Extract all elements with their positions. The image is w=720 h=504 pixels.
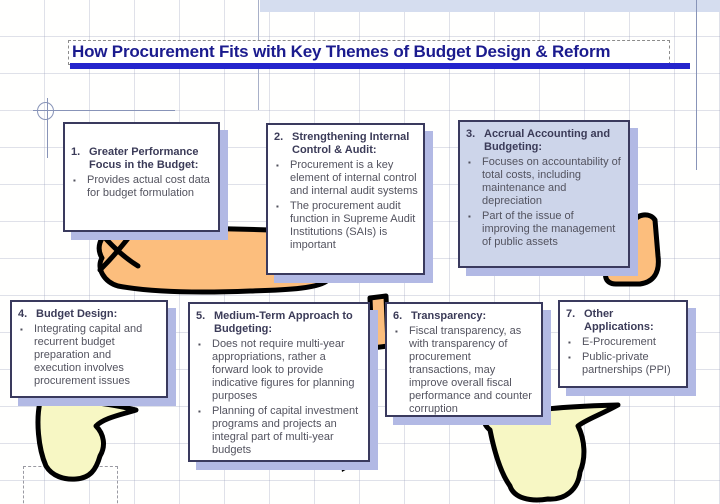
- bullet-icon: ▪: [568, 338, 571, 347]
- theme-box-6[interactable]: [385, 302, 543, 417]
- slide-title-text: How Procurement Fits with Key Themes of Budget Design & Reform: [72, 42, 611, 61]
- box-3-number: 3.: [466, 128, 476, 140]
- box-1-bullet-1: [71, 174, 213, 200]
- bullet-icon: ▪: [468, 212, 471, 221]
- bullet-icon: ▪: [198, 407, 201, 416]
- theme-box-5[interactable]: [188, 302, 370, 462]
- theme-box-1[interactable]: [63, 122, 220, 232]
- bullet-icon: ▪: [568, 353, 571, 362]
- theme-box-4[interactable]: [10, 300, 168, 398]
- theme-box-2[interactable]: [266, 123, 425, 275]
- box-1-heading-text: Greater Performance Focus in the Budget:: [89, 146, 199, 171]
- box-5-number: 5.: [196, 310, 206, 322]
- box-5-heading-text: Medium-Term Approach to Budgeting:: [214, 310, 353, 335]
- box-7-bullet-1-text: E-Procurement: [582, 336, 656, 348]
- box-3-bullet-2: [466, 210, 623, 249]
- box-1-number: 1.: [71, 146, 81, 158]
- box-3-heading-text: Accrual Accounting and Budgeting:: [484, 128, 611, 153]
- box-3-bullet-1: [466, 156, 623, 208]
- box-6-bullet-1-text: Fiscal transparency, as with transparency of procurement transactions, may improve overall fiscal performance and counter corruption: [409, 325, 532, 415]
- box-2-bullet-2-text: The procurement audit function in Supreme Audit Institutions (SAIs) is important: [290, 200, 416, 251]
- blob-yellow-left: [38, 390, 136, 480]
- box-7-bullet-1: [566, 336, 681, 349]
- box-5-bullet-1: [196, 338, 363, 403]
- box-4-number: 4.: [18, 308, 28, 320]
- box-7-heading-text: Other Applications:: [584, 308, 654, 333]
- box-7-bullet-2: [566, 351, 681, 377]
- box-2-heading-text: Strengthening Internal Control & Audit:: [292, 131, 410, 156]
- theme-box-7[interactable]: [558, 300, 688, 388]
- box-5-bullet-1-text: Does not require multi-year appropriations, rather a forward look to provide indicative figures for planning purposes: [212, 338, 355, 402]
- bullet-icon: ▪: [395, 327, 398, 336]
- box-6-heading: [393, 310, 536, 323]
- box-3-bullet-2-text: Part of the issue of improving the management of public assets: [482, 210, 616, 248]
- bullet-icon: ▪: [198, 340, 201, 349]
- bullet-icon: ▪: [73, 176, 76, 185]
- box-3-bullet-1-text: Focuses on accountability of total costs, including maintenance and depreciation: [482, 156, 621, 207]
- box-1-heading: [71, 146, 213, 172]
- bullet-icon: ▪: [20, 325, 23, 334]
- box-6-bullet-1: [393, 325, 536, 416]
- bullet-icon: ▪: [276, 202, 279, 211]
- bullet-icon: ▪: [276, 161, 279, 170]
- box-2-number: 2.: [274, 131, 284, 143]
- box-1-bullet-1-text: Provides actual cost data for budget formulation: [87, 174, 210, 199]
- box-4-bullet-1: [18, 323, 161, 388]
- bullet-icon: ▪: [468, 158, 471, 167]
- box-7-heading: [566, 308, 681, 334]
- box-2-heading: [274, 131, 418, 157]
- box-7-number: 7.: [566, 308, 576, 320]
- box-5-heading: [196, 310, 363, 336]
- box-4-heading-text: Budget Design:: [36, 308, 118, 320]
- blob-yellow-right: [484, 405, 618, 500]
- box-3-heading: [466, 128, 623, 154]
- box-4-heading: [18, 308, 161, 321]
- box-2-bullet-2: [274, 200, 418, 252]
- box-5-bullet-2: [196, 405, 363, 457]
- box-7-bullet-2-text: Public-private partnerships (PPI): [582, 351, 671, 376]
- box-2-bullet-1-text: Procurement is a key element of internal control and internal audit systems: [290, 159, 418, 197]
- theme-box-3[interactable]: [458, 120, 630, 268]
- box-2-bullet-1: [274, 159, 418, 198]
- box-6-number: 6.: [393, 310, 403, 322]
- box-4-bullet-1-text: Integrating capital and recurrent budget preparation and execution involves procurement issues: [34, 323, 143, 387]
- box-5-bullet-2-text: Planning of capital investment programs and projects an integral part of multi-year budgets: [212, 405, 359, 456]
- box-6-heading-text: Transparency:: [411, 310, 487, 322]
